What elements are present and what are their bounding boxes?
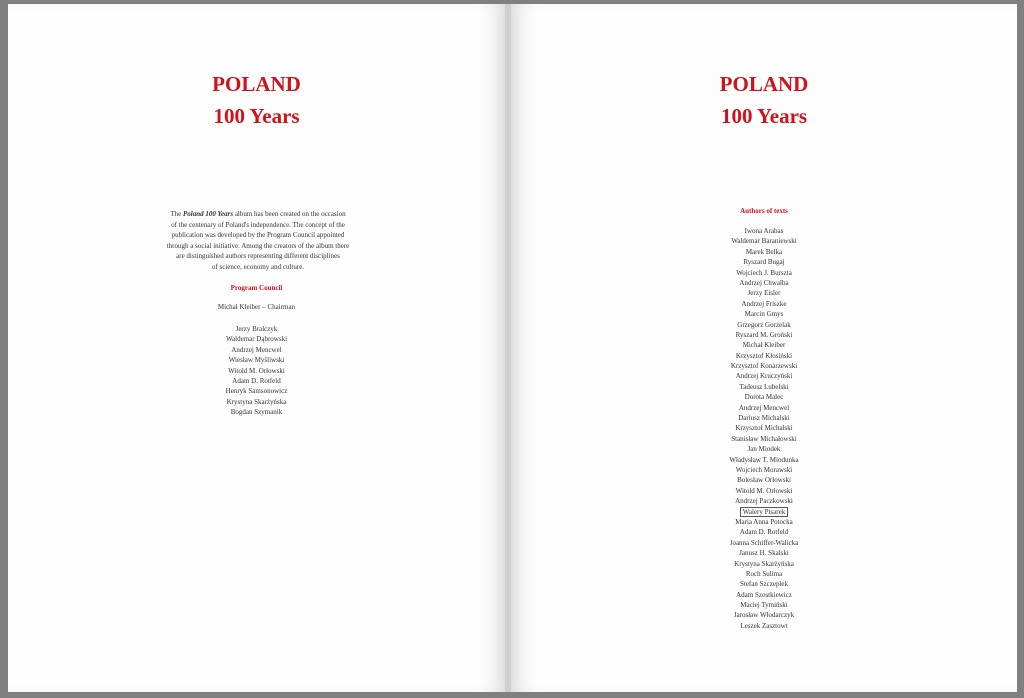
intro-line: of science, economy and culture. <box>211 262 305 271</box>
author-name-text: Walery Pisarek <box>740 507 788 517</box>
right-title-line1: POLAND <box>719 72 809 96</box>
author-name-text: Andrzej Mencwel <box>738 403 790 412</box>
council-member <box>8 397 505 407</box>
author-name <box>511 486 1017 496</box>
author-name-text: Andrzej Paczkowski <box>735 497 793 506</box>
author-name <box>511 579 1017 589</box>
author-name-text: Krzysztof Konarzewski <box>730 362 798 371</box>
intro-prefix: The <box>170 210 184 218</box>
council-member-text: Waldemar Dąbrowski <box>225 335 288 344</box>
author-name <box>511 351 1017 361</box>
author-name-text: Roch Sulima <box>745 569 783 578</box>
author-name <box>511 600 1017 610</box>
author-name <box>511 621 1017 631</box>
author-name-text: Grzegorz Gorzelak <box>737 320 791 329</box>
author-name <box>511 590 1017 600</box>
intro-album-name: Poland 100 Years <box>183 210 234 218</box>
authors-heading: Authors of texts <box>740 207 788 215</box>
author-name <box>511 361 1017 371</box>
left-title-line1: POLAND <box>212 72 301 96</box>
author-name <box>511 226 1017 236</box>
author-name <box>511 299 1017 309</box>
author-name <box>511 371 1017 381</box>
left-title-line2: 100 Years <box>213 104 300 128</box>
council-member <box>8 334 505 344</box>
author-name <box>511 268 1017 278</box>
author-name <box>511 423 1017 433</box>
council-member <box>8 345 505 355</box>
council-member-text: Henryk Samsonowicz <box>225 387 288 396</box>
author-name-text: Michał Kleiber <box>742 341 786 350</box>
council-member <box>8 407 505 417</box>
council-member-text: Andrzej Mencwel <box>231 345 282 354</box>
author-name <box>511 610 1017 620</box>
author-name-text: Marek Belka <box>745 247 783 256</box>
author-name <box>511 465 1017 475</box>
chairman: Michał Kleiber – Chairman <box>217 303 296 311</box>
council-members-list <box>8 324 505 418</box>
author-name-text: Adam Szostkiewicz <box>736 590 792 599</box>
author-name-text: Jan Miodek <box>747 445 781 454</box>
council-member <box>8 324 505 334</box>
council-member-text: Krystyna Skarżyńska <box>226 397 287 406</box>
author-name <box>511 236 1017 246</box>
right-title <box>511 68 1017 132</box>
author-name <box>511 288 1017 298</box>
author-name <box>511 496 1017 506</box>
author-name-text: Andrzej Friszke <box>741 299 787 308</box>
council-member <box>8 376 505 386</box>
author-name-text: Andrzej Chwalba <box>739 278 789 287</box>
right-page <box>511 4 1017 692</box>
intro-paragraph <box>148 209 368 272</box>
author-name-text: Tadeusz Lubelski <box>739 382 789 391</box>
authors-list <box>511 226 1017 631</box>
author-name <box>511 403 1017 413</box>
council-member-text: Bogdan Szymanik <box>230 408 283 417</box>
author-name <box>511 527 1017 537</box>
author-name-text: Dariusz Michalski <box>738 414 790 423</box>
left-page <box>8 4 505 692</box>
author-name-text: Iwona Arabas <box>744 227 784 235</box>
author-name-text: Maria Anna Potocka <box>735 517 793 526</box>
council-member-text: Adam D. Rotfeld <box>232 376 281 385</box>
author-name <box>511 455 1017 465</box>
author-name-text: Leszek Zasztowt <box>740 621 788 630</box>
council-member <box>8 366 505 376</box>
author-name <box>511 392 1017 402</box>
author-name <box>511 434 1017 444</box>
author-name-text: Adam D. Rotfeld <box>739 528 789 537</box>
author-name <box>511 517 1017 527</box>
author-name-text: Stanisław Michałowski <box>731 434 797 443</box>
author-name <box>511 569 1017 579</box>
author-name-text: Jerzy Eisler <box>747 289 781 298</box>
author-name-text: Ryszard M. Groński <box>735 330 793 339</box>
author-name-text: Stefan Szczepłek <box>739 580 788 589</box>
council-member <box>8 386 505 396</box>
author-name <box>511 507 1017 517</box>
intro-line: through a social initiative. Among the creators of the album there <box>166 241 350 250</box>
author-name-text: Krystyna Skarżyńska <box>734 559 794 568</box>
author-name <box>511 548 1017 558</box>
council-heading: Program Council <box>230 284 283 292</box>
left-title <box>8 68 505 132</box>
author-name-text: Andrzej Kruczyński <box>735 372 793 381</box>
author-name <box>511 538 1017 548</box>
author-name-text: Jarosław Włodarczyk <box>733 611 795 620</box>
author-name-text: Krzysztof Kłosiński <box>735 351 793 360</box>
author-name <box>511 444 1017 454</box>
author-name <box>511 475 1017 485</box>
author-name <box>511 340 1017 350</box>
author-name <box>511 559 1017 569</box>
council-member <box>8 355 505 365</box>
author-name-text: Witold M. Orłowski <box>735 486 793 495</box>
intro-line: of the centenary of Poland's independence. The concept of the <box>171 220 345 229</box>
author-name-text: Dorota Malec <box>744 393 784 402</box>
author-name-text: Krzysztof Michalski <box>735 424 793 433</box>
author-name-text: Władysław T. Miodunka <box>729 455 799 464</box>
author-name <box>511 247 1017 257</box>
author-name-text: Wojciech Morawski <box>735 465 793 474</box>
author-name <box>511 320 1017 330</box>
author-name <box>511 278 1017 288</box>
author-name <box>511 309 1017 319</box>
author-name-text: Ryszard Bugaj <box>743 258 785 267</box>
author-name-text: Maciej Tymiński <box>740 601 788 610</box>
author-name <box>511 413 1017 423</box>
right-title-line2: 100 Years <box>720 104 808 128</box>
author-name-text: Bolesław Orłowski <box>737 476 791 485</box>
intro-line: album has been created on the occasion <box>233 210 346 218</box>
intro-line: publication was developed by the Program Council appointed <box>171 231 345 239</box>
author-name <box>511 382 1017 392</box>
author-name-text: Marcin Gmys <box>744 310 784 319</box>
intro-line: are distinguished authors representing different disciplines <box>176 252 340 260</box>
council-member-text: Witold M. Orłowski <box>228 366 285 375</box>
author-name-text: Wojciech J. Burszta <box>736 268 792 277</box>
council-member-text: Wiesław Myśliwski <box>228 356 285 365</box>
author-name-text: Joanna Schiffer-Walicka <box>729 538 799 547</box>
author-name <box>511 330 1017 340</box>
council-member-text: Jerzy Bralczyk <box>235 325 278 333</box>
author-name-text: Waldemar Baraniewski <box>731 237 797 246</box>
author-name <box>511 257 1017 267</box>
author-name-text: Janusz H. Skalski <box>739 549 789 558</box>
